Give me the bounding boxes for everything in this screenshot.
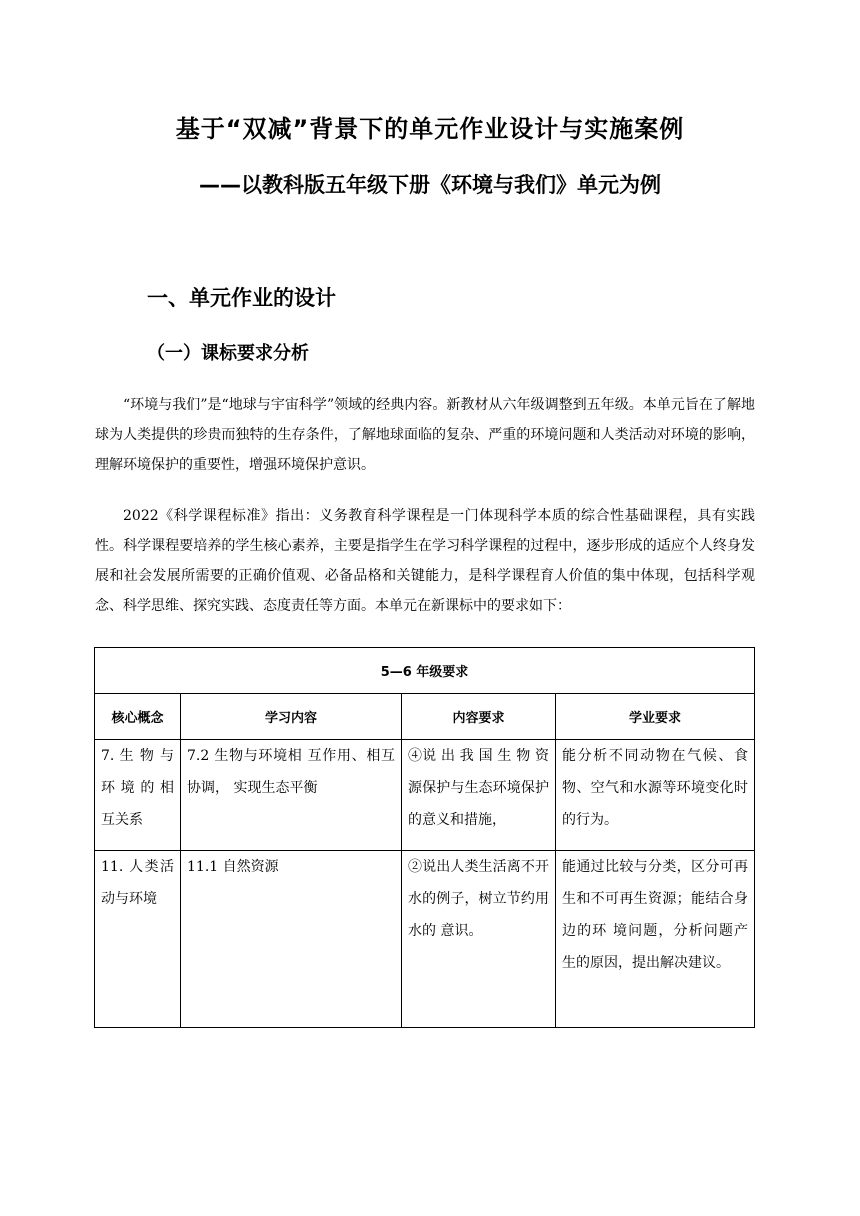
table-row — [95, 851, 755, 1028]
header-academic-requirement: 学业要求 — [556, 694, 755, 740]
subsection-heading: （一）课标要求分析 — [147, 343, 309, 364]
cell-content-requirement: ④说 出 我 国 生 物 资 源保护与生态环境保护的意义和措施， — [402, 740, 556, 851]
cell-core-concept: 7. 生 物 与 环 境 的 相 互关系 — [95, 740, 181, 851]
paragraph-standard: 2022《科学课程标准》指出：义务教育科学课程是一门体现科学本质的综合性基础课程，具有实践性。科学课程要培养的学生核心素养，主要是指学生在学习科学课程的过程中，逐步形成的适应个人终身发展和社会发展所需要的正确价值观、必备品格和关键能力，是科学课程育人价值的集中体现，包括科学观念、科学思维、探究实践、态度责任等方面。本单元在新课标中的要求如下： — [95, 508, 755, 614]
cell-learning-content: 7.2 生物与环境相 互作用、相互协调， 实现生态平衡 — [181, 740, 402, 851]
header-learning-content: 学习内容 — [181, 694, 402, 740]
cell-content-requirement: ②说出人类生活离不开水的例子，树立节约用水的 意识。 — [402, 851, 556, 1028]
document-subtitle: ——以教科版五年级下册《环境与我们》单元为例 — [199, 173, 661, 197]
section-heading: 一、单元作业的设计 — [147, 286, 336, 310]
header-core-concept: 核心概念 — [95, 694, 181, 740]
table-row — [95, 740, 755, 851]
table-header-row — [95, 694, 755, 740]
table-caption-row — [95, 648, 755, 694]
header-content-requirement: 内容要求 — [402, 694, 556, 740]
cell-academic-requirement: 能通过比较与分类，区分可再生和不可再生资源；能结合身边的环 境问题，分析问题产生的原因，提出解决建议。 — [556, 851, 755, 1028]
cell-core-concept: 11. 人类活动与环境 — [95, 851, 181, 1028]
cell-learning-content: 11.1 自然资源 — [181, 851, 402, 1028]
paragraph-intro: “环境与我们”是“地球与宇宙科学”领域的经典内容。新教材从六年级调整到五年级。本单元旨在了解地球为人类提供的珍贵而独特的生存条件，了解地球面临的复杂、严重的环境问题和人类活动对环境的影响，理解环境保护的重要性，增强环境保护意识。 — [95, 397, 755, 473]
requirements-table — [94, 647, 755, 1028]
document-title: 基于“双减”背景下的单元作业设计与实施案例 — [175, 115, 685, 143]
table-caption: 5—6 年级要求 — [95, 648, 755, 694]
cell-academic-requirement: 能分析不同动物在气候、食物、空气和水源等环境变化时的行为。 — [556, 740, 755, 851]
